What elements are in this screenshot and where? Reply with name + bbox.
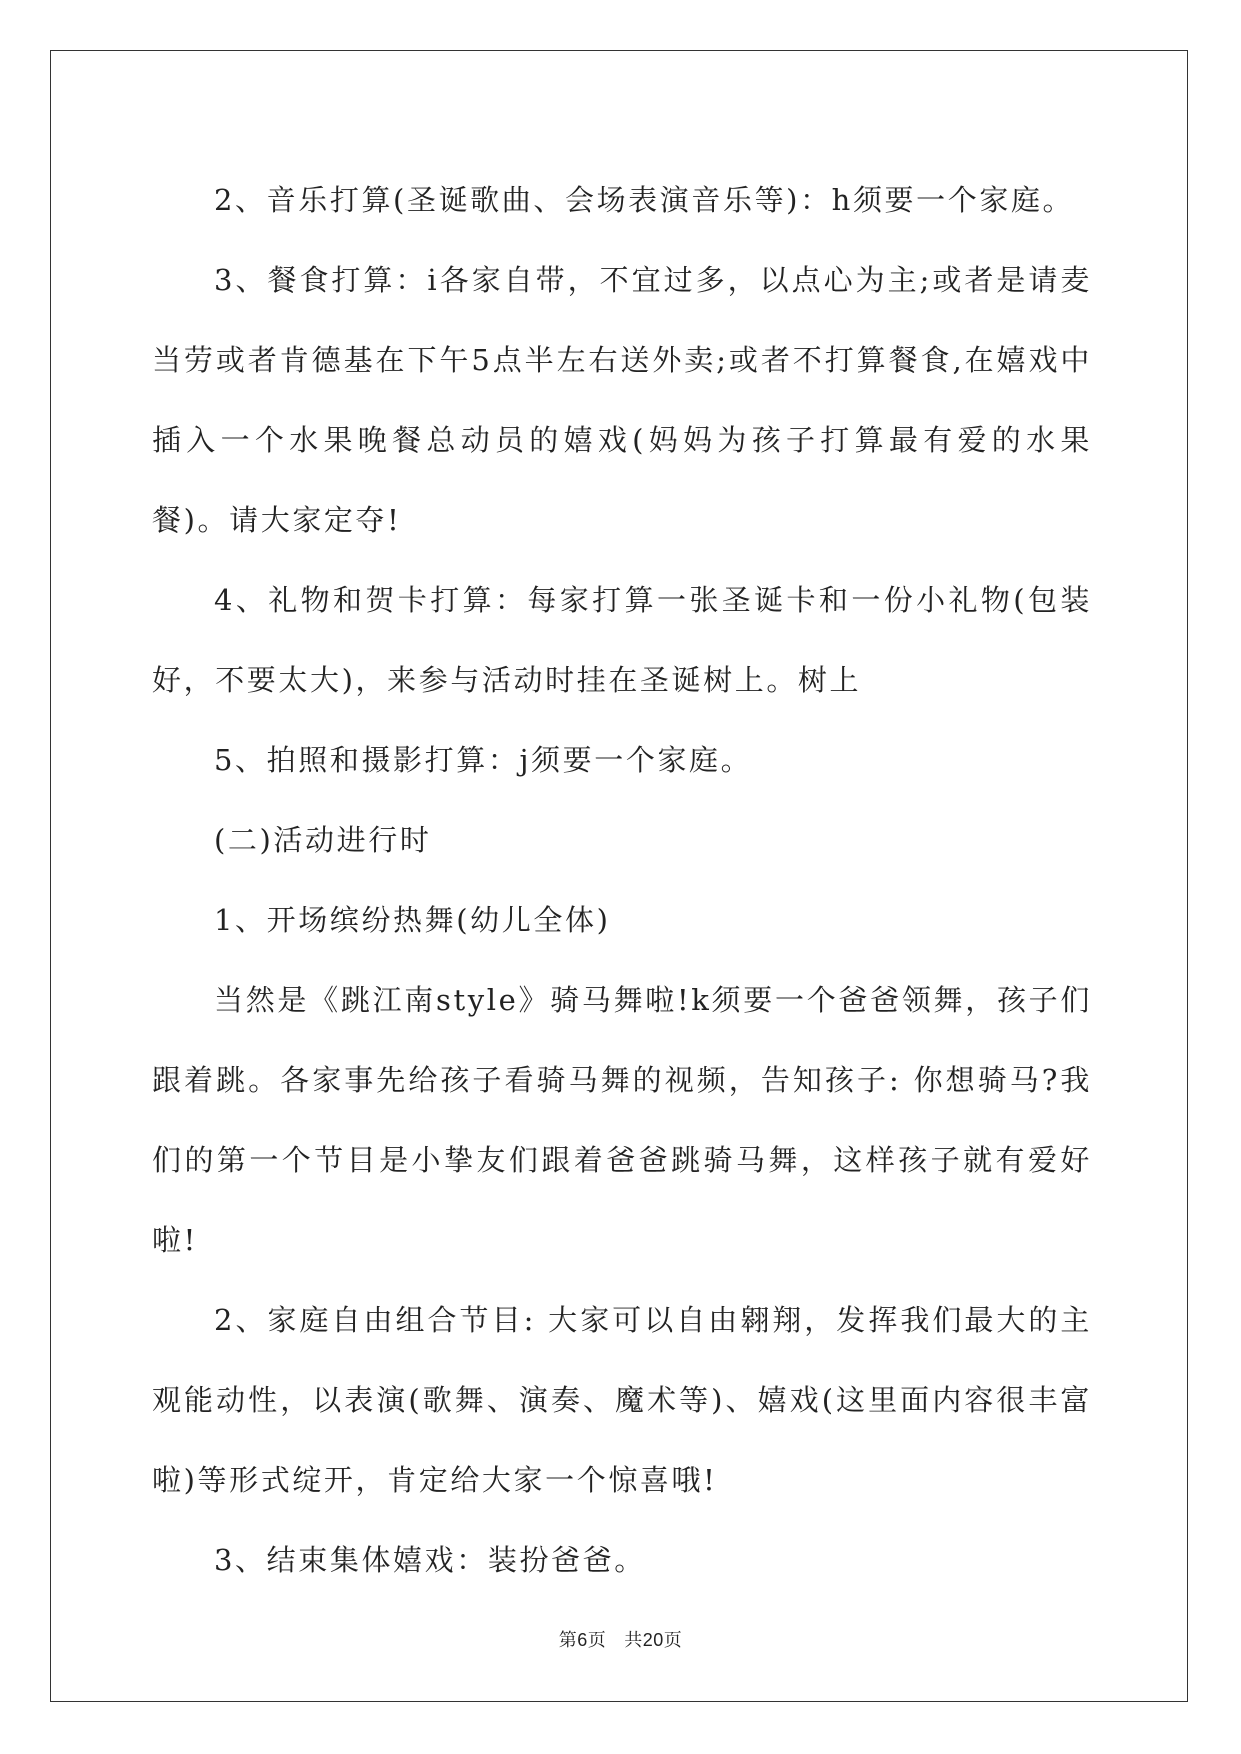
footer-total-suffix: 页 xyxy=(663,1630,683,1651)
footer-total-pages: 20 xyxy=(642,1630,664,1650)
paragraph-horse-dance: 当然是《跳江南style》骑马舞啦!k须要一个爸爸领舞，孩子们跟着跳。各家事先给孩子看骑马舞的视频，告知孩子: 你想骑马?我们的第一个节目是小挚友们跟着爸爸跳骑马舞，这样孩子就有爱好啦! xyxy=(152,983,1092,1257)
paragraph-meal-prep: 3、餐食打算：i各家自带，不宜过多，以点心为主;或者是请麦当劳或者肯德基在下午5点半左右送外卖;或者不打算餐食,在嬉戏中插入一个水果晚餐总动员的嬉戏(妈妈为孩子打算最有爱的水果餐)。请大家定夺! xyxy=(152,263,1092,537)
paragraph-family-program: 2、家庭自由组合节目: 大家可以自由翱翔，发挥我们最大的主观能动性，以表演(歌舞、演奏、魔术等)、嬉戏(这里面内容很丰富啦)等形式绽开，肯定给大家一个惊喜哦! xyxy=(152,1303,1092,1497)
paragraph-opening-dance: 1、开场缤纷热舞(幼儿全体) xyxy=(214,903,611,937)
page-footer xyxy=(0,1626,1241,1652)
paragraph-photo-prep: 5、拍照和摄影打算：j须要一个家庭。 xyxy=(214,743,753,777)
paragraph-closing-game: 3、结束集体嬉戏：装扮爸爸。 xyxy=(214,1543,646,1577)
footer-page-suffix: 页 xyxy=(587,1630,607,1651)
document-body xyxy=(152,160,1092,1600)
footer-page-number: 6 xyxy=(577,1630,588,1650)
footer-prefix: 第 xyxy=(558,1630,578,1651)
paragraph-music-prep: 2、音乐打算(圣诞歌曲、会场表演音乐等)：h须要一个家庭。 xyxy=(214,183,1075,217)
paragraph-gift-prep: 4、礼物和贺卡打算：每家打算一张圣诞卡和一份小礼物(包装好，不要太大)，来参与活动时挂在圣诞树上。树上 xyxy=(152,583,1092,697)
footer-total-prefix: 共 xyxy=(624,1630,643,1651)
section-heading-activity: (二)活动进行时 xyxy=(214,823,432,857)
